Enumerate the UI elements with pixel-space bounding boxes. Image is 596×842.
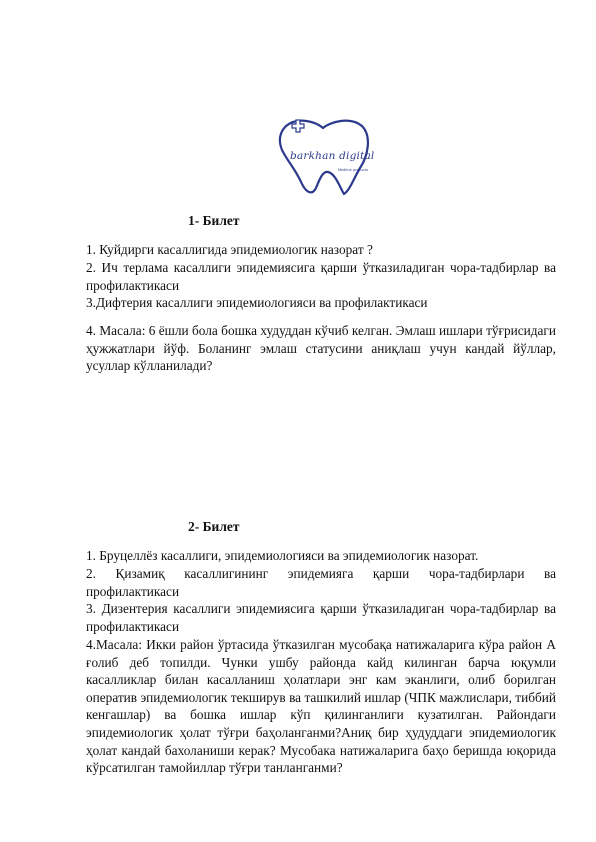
ticket-1-question-1: 1. Куйдирги касаллигида эпидемиологик назорат ?	[86, 242, 373, 257]
logo-tagline: Medline products	[338, 168, 369, 172]
logo-wordmark: barkhan digital	[290, 150, 375, 162]
ticket-2-question-1: 1. Бруцеллёз касаллиги, эпидемиологияси ва эпидемиологик назорат.	[86, 548, 479, 563]
ticket-1-heading: 1- Билет	[188, 213, 240, 228]
ticket-1-question-3: 3.Дифтерия касаллиги эпидемиологияси ва профилактикаси	[86, 295, 428, 310]
ticket-2-question-2-line-1: 2. Қизамиқ касаллигининг эпидемияга қарши чора-тадбирлари ва	[86, 566, 556, 581]
ticket-1-task: 4. Масала: 6 ёшли бола бошка худуддан кўчиб келган. Эмлаш ишлари тўғрисидаги ҳужжатлари йўф. Боланинг эмлаш статусини аниқлаш учун кандай йўллар, усуллар кўлланилади?	[86, 323, 556, 374]
ticket-2-question-2-line-2: профилактикаси	[86, 583, 180, 599]
ticket-2-question-2	[86, 565, 556, 600]
ticket-1-question-2: 2. Ич терлама касаллиги эпидемиясига қарши ўтказиладиган чора-тадбирлар ва профилактикаси	[86, 260, 556, 293]
ticket-2-question-3: 3. Дизентерия касаллиги эпидемиясига қарши ўтказиладиган чора-тадбирлар ва профилактикаси	[86, 601, 556, 634]
ticket-2-task: 4.Масала: Икки район ўртасида ўтказилган мусобақа натижаларига кўра район А ғолиб деб топилди. Чунки ушбу районда кайд килинган барча юқумли касалликлар билан касалланиш ҳолатлари энг кам эканлиги, олиб борилган оператив эпидемиологик текширув ва ташкилий ишлар (ЧПК мажлислари, тиббий кенгашлар) ва бошка ишлар кўп қилинганлиги кузатилган. Райондаги эпидемиологик ҳолат тўғри баҳоланганми?Аниқ бир ҳудуддаги эпидемиологик ҳолат кандай бахоланиши керак? Мусобака натижаларига баҳо беришда юқорида кўрсатилган тамойиллар тўғри танланганми?	[86, 637, 556, 776]
ticket-2-heading: 2- Билет	[188, 519, 240, 534]
